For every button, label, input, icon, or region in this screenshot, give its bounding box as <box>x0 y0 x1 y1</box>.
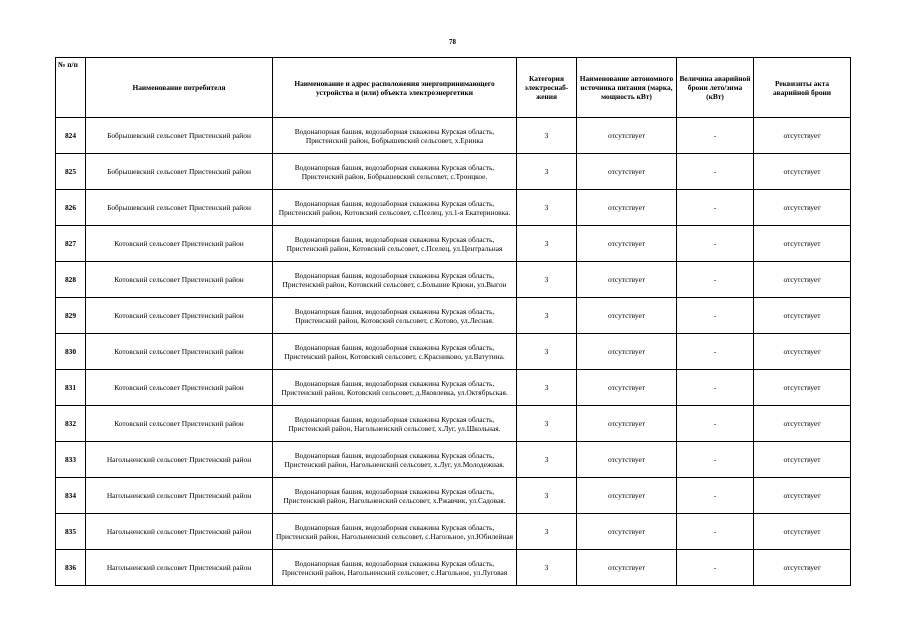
row-reserve: - <box>677 406 754 442</box>
row-source: отсутствует <box>577 442 677 478</box>
header-category: Категория электроснаб-жения <box>517 58 577 118</box>
row-act: отсутствует <box>754 370 851 406</box>
row-object: Водонапорная башня, водозаборная скважина Курская область, Пристенский район, Нагольненский сельсовет, с.Нагольное, ул.Юбилейная <box>273 514 517 550</box>
row-object: Водонапорная башня, водозаборная скважина Курская область, Пристенский район, Нагольненский сельсовет, х.Ржавчик, ул.Садовая. <box>273 478 517 514</box>
row-consumer: Котовский сельсовет Пристенский район <box>86 370 273 406</box>
row-reserve: - <box>677 262 754 298</box>
row-number: 824 <box>56 118 86 154</box>
row-object: Водонапорная башня, водозаборная скважина Курская область, Пристенский район, Котовский сельсовет, с.Большие Крюки, ул.Выгон <box>273 262 517 298</box>
row-category: 3 <box>517 262 577 298</box>
row-reserve: - <box>677 550 754 586</box>
table-row <box>56 478 851 514</box>
table-row <box>56 298 851 334</box>
row-reserve: - <box>677 298 754 334</box>
row-act: отсутствует <box>754 298 851 334</box>
header-object: Наименование и адрес расположения энергопринимающего устройства и (или) объекта электроэнергетики <box>273 58 517 118</box>
row-source: отсутствует <box>577 262 677 298</box>
row-source: отсутствует <box>577 514 677 550</box>
row-act: отсутствует <box>754 226 851 262</box>
row-number: 830 <box>56 334 86 370</box>
row-object: Водонапорная башня, водозаборная скважина Курская область, Пристенский район, Нагольненский сельсовет, х.Луг, ул.Школьная. <box>273 406 517 442</box>
row-category: 3 <box>517 334 577 370</box>
page-number: 78 <box>449 38 456 46</box>
table-row <box>56 370 851 406</box>
table-header-row <box>56 58 851 118</box>
row-object: Водонапорная башня, водозаборная скважина Курская область, Пристенский район, Котовский сельсовет, д.Яковлевка, ул.Октябрьская. <box>273 370 517 406</box>
row-consumer: Бобрышевский сельсовет Пристенский район <box>86 118 273 154</box>
row-number: 829 <box>56 298 86 334</box>
header-source: Наименование автономного источника питания (марка, мощность кВт) <box>577 58 677 118</box>
table-row <box>56 226 851 262</box>
row-consumer: Нагольненский сельсовет Пристенский район <box>86 442 273 478</box>
row-number: 827 <box>56 226 86 262</box>
table-row <box>56 190 851 226</box>
row-act: отсутствует <box>754 406 851 442</box>
row-object: Водонапорная башня, водозаборная скважина Курская область, Пристенский район, Бобрышевский сельсовет, х.Еринка <box>273 118 517 154</box>
row-category: 3 <box>517 370 577 406</box>
row-consumer: Котовский сельсовет Пристенский район <box>86 226 273 262</box>
row-source: отсутствует <box>577 550 677 586</box>
row-category: 3 <box>517 118 577 154</box>
table-row <box>56 550 851 586</box>
row-object: Водонапорная башня, водозаборная скважина Курская область, Пристенский район, Нагольненский сельсовет, с.Нагольное, ул.Луговая <box>273 550 517 586</box>
row-number: 826 <box>56 190 86 226</box>
row-consumer: Котовский сельсовет Пристенский район <box>86 406 273 442</box>
header-act: Реквизиты акта аварийной брони <box>754 58 851 118</box>
row-consumer: Бобрышевский сельсовет Пристенский район <box>86 190 273 226</box>
row-reserve: - <box>677 478 754 514</box>
table-row <box>56 118 851 154</box>
row-act: отсутствует <box>754 442 851 478</box>
header-consumer: Наименование потребителя <box>86 58 273 118</box>
consumers-table <box>55 57 851 586</box>
row-category: 3 <box>517 514 577 550</box>
row-number: 825 <box>56 154 86 190</box>
row-source: отсутствует <box>577 478 677 514</box>
row-reserve: - <box>677 334 754 370</box>
row-object: Водонапорная башня, водозаборная скважина Курская область, Пристенский район, Бобрышевский сельсовет, с.Троицкое. <box>273 154 517 190</box>
table-row <box>56 154 851 190</box>
row-act: отсутствует <box>754 154 851 190</box>
header-num: № п/п <box>56 58 86 118</box>
row-consumer: Котовский сельсовет Пристенский район <box>86 334 273 370</box>
table-row <box>56 442 851 478</box>
row-number: 828 <box>56 262 86 298</box>
row-number: 836 <box>56 550 86 586</box>
row-act: отсутствует <box>754 262 851 298</box>
row-consumer: Бобрышевский сельсовет Пристенский район <box>86 154 273 190</box>
row-source: отсутствует <box>577 190 677 226</box>
row-number: 835 <box>56 514 86 550</box>
row-category: 3 <box>517 226 577 262</box>
row-object: Водонапорная башня, водозаборная скважина Курская область, Пристенский район, Котовский сельсовет, с.Котово, ул.Лесная. <box>273 298 517 334</box>
row-act: отсутствует <box>754 478 851 514</box>
row-category: 3 <box>517 190 577 226</box>
row-act: отсутствует <box>754 190 851 226</box>
row-source: отсутствует <box>577 370 677 406</box>
row-reserve: - <box>677 226 754 262</box>
header-reserve: Величина аварийной брони лето/зима (кВт) <box>677 58 754 118</box>
table-row <box>56 262 851 298</box>
row-category: 3 <box>517 154 577 190</box>
row-source: отсутствует <box>577 154 677 190</box>
row-category: 3 <box>517 550 577 586</box>
row-reserve: - <box>677 442 754 478</box>
row-number: 833 <box>56 442 86 478</box>
row-consumer: Нагольненский сельсовет Пристенский район <box>86 550 273 586</box>
row-source: отсутствует <box>577 406 677 442</box>
row-consumer: Котовский сельсовет Пристенский район <box>86 298 273 334</box>
row-category: 3 <box>517 442 577 478</box>
row-number: 831 <box>56 370 86 406</box>
row-reserve: - <box>677 514 754 550</box>
row-reserve: - <box>677 190 754 226</box>
row-source: отсутствует <box>577 118 677 154</box>
row-consumer: Нагольненский сельсовет Пристенский район <box>86 478 273 514</box>
row-consumer: Котовский сельсовет Пристенский район <box>86 262 273 298</box>
row-category: 3 <box>517 478 577 514</box>
row-number: 832 <box>56 406 86 442</box>
row-act: отсутствует <box>754 118 851 154</box>
table-row <box>56 514 851 550</box>
row-category: 3 <box>517 406 577 442</box>
row-act: отсутствует <box>754 334 851 370</box>
row-number: 834 <box>56 478 86 514</box>
row-category: 3 <box>517 298 577 334</box>
table-row <box>56 334 851 370</box>
row-consumer: Нагольненский сельсовет Пристенский район <box>86 514 273 550</box>
row-object: Водонапорная башня, водозаборная скважина Курская область, Пристенский район, Котовский сельсовет, с.Пселец, ул.1-я Екатериновка. <box>273 190 517 226</box>
row-reserve: - <box>677 118 754 154</box>
row-source: отсутствует <box>577 334 677 370</box>
row-reserve: - <box>677 370 754 406</box>
table-row <box>56 406 851 442</box>
row-source: отсутствует <box>577 298 677 334</box>
row-source: отсутствует <box>577 226 677 262</box>
row-act: отсутствует <box>754 550 851 586</box>
row-act: отсутствует <box>754 514 851 550</box>
row-object: Водонапорная башня, водозаборная скважина Курская область, Пристенский район, Котовский сельсовет, с.Красниково, ул.Ватутина. <box>273 334 517 370</box>
row-object: Водонапорная башня, водозаборная скважина Курская область, Пристенский район, Нагольненский сельсовет, х.Луг, ул.Молодежная. <box>273 442 517 478</box>
row-reserve: - <box>677 154 754 190</box>
row-object: Водонапорная башня, водозаборная скважина Курская область, Пристенский район, Котовский сельсовет, с.Пселец, ул.Центральная <box>273 226 517 262</box>
